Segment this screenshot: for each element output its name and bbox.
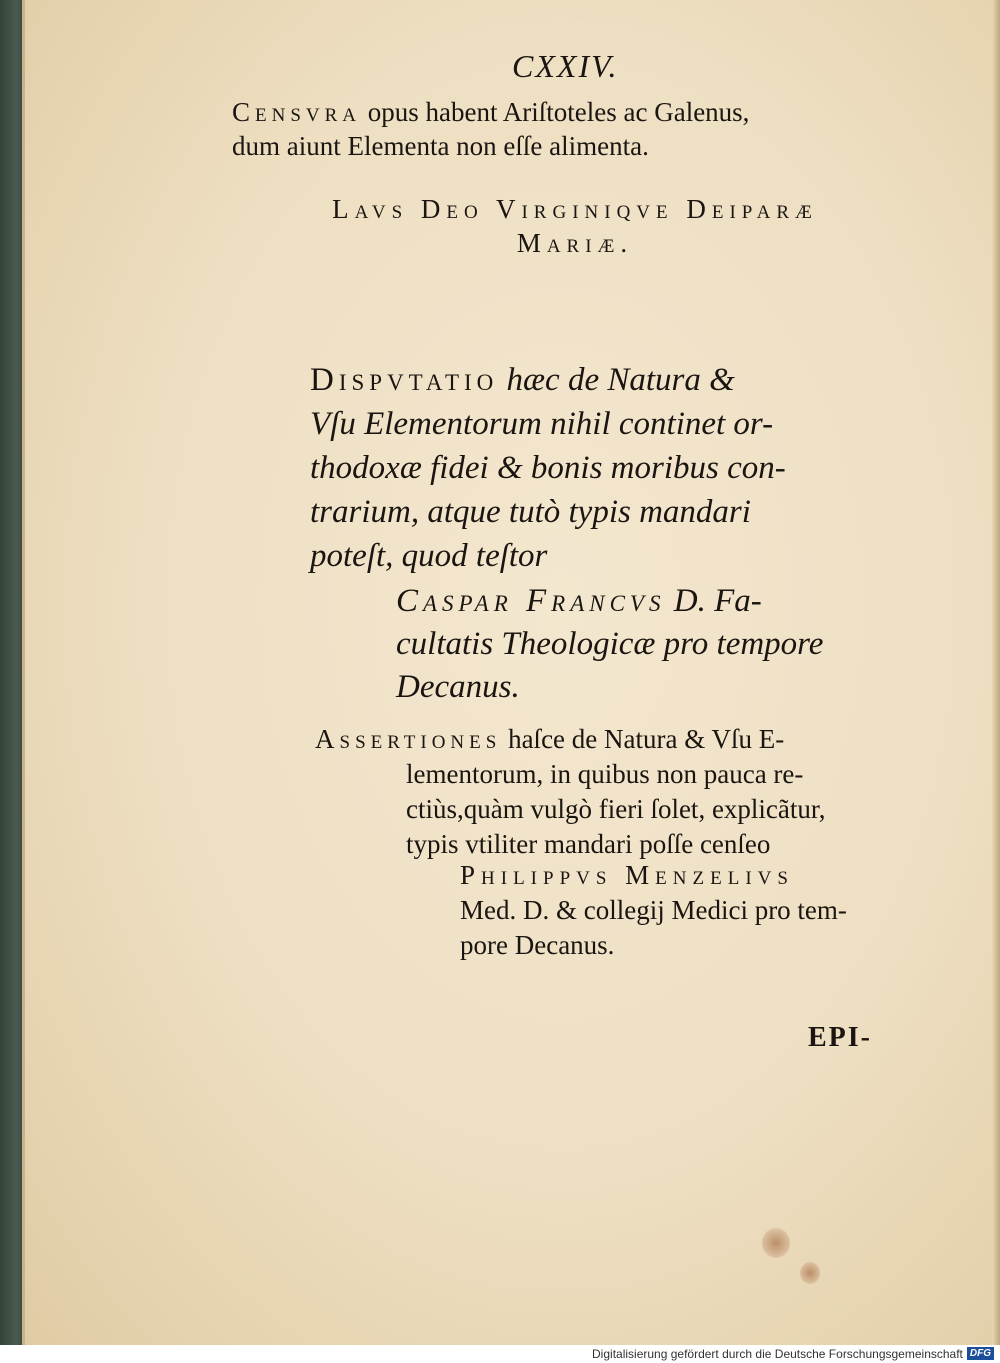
disputatio-lead: Dispvtatio xyxy=(310,362,499,398)
assertiones-line-1: haſce de Natura & Vſu E- xyxy=(501,724,785,754)
censura-lead: Censvra xyxy=(232,97,362,127)
disputatio-line-2: Vſu Elementorum nihil continet or- xyxy=(310,406,774,442)
foxing-stain xyxy=(800,1262,820,1284)
assertiones-approval xyxy=(315,722,895,862)
censura-line-1: opus habent Ariſtoteles ac Galenus, xyxy=(361,97,750,127)
caspar-line-3: Decanus. xyxy=(396,669,520,705)
menzelius-line-1: Med. D. & collegij Medici pro tem- xyxy=(460,895,847,925)
menzelius-name: Philippvs Menzelivs xyxy=(460,860,794,890)
disputatio-line-1: hæc de Natura & xyxy=(498,362,735,398)
laus-deo-heading xyxy=(230,192,920,260)
page-edge xyxy=(992,0,1000,1345)
disputatio-line-5: poteſt, quod teſtor xyxy=(310,538,548,574)
disputatio-approval xyxy=(310,358,910,578)
catchword: EPI- xyxy=(808,1022,872,1053)
assertiones-line-2: lementorum, in quibus non pauca re- xyxy=(406,759,804,789)
disputatio-line-3: thodoxæ fidei & bonis moribus con- xyxy=(310,450,786,486)
censura-paragraph xyxy=(232,95,932,163)
menzelius-line-2: pore Decanus. xyxy=(460,930,615,960)
caspar-signature xyxy=(396,580,906,709)
caspar-line-2: cultatis Theologicæ pro tempore xyxy=(396,626,824,662)
dfg-logo-icon: DFG xyxy=(967,1347,994,1360)
assertiones-lead: Assertiones xyxy=(315,724,502,754)
assertiones-line-4: typis vtiliter mandari poſſe cenſeo xyxy=(406,829,771,859)
disputatio-line-4: trarium, atque tutò typis mandari xyxy=(310,494,751,530)
caspar-line-1: D. Fa- xyxy=(665,583,762,619)
foxing-stain xyxy=(762,1228,790,1258)
censura-line-2: dum aiunt Elementa non eſſe alimenta. xyxy=(232,131,649,161)
assertiones-line-3: ctiùs,quàm vulgò fieri ſolet, explicãtur, xyxy=(406,794,826,824)
laus-line-2: Mariæ. xyxy=(516,228,634,258)
digitization-footer xyxy=(0,1345,1000,1363)
page-number: CXXIV. xyxy=(512,48,619,84)
caspar-name: Caspar Francvs xyxy=(396,583,666,619)
menzelius-signature xyxy=(460,858,900,963)
footer-text: Digitalisierung gefördert durch die Deutsche Forschungsgemeinschaft xyxy=(592,1347,963,1361)
laus-line-1: Lavs Deo Virginiqve Deiparæ xyxy=(332,194,818,224)
